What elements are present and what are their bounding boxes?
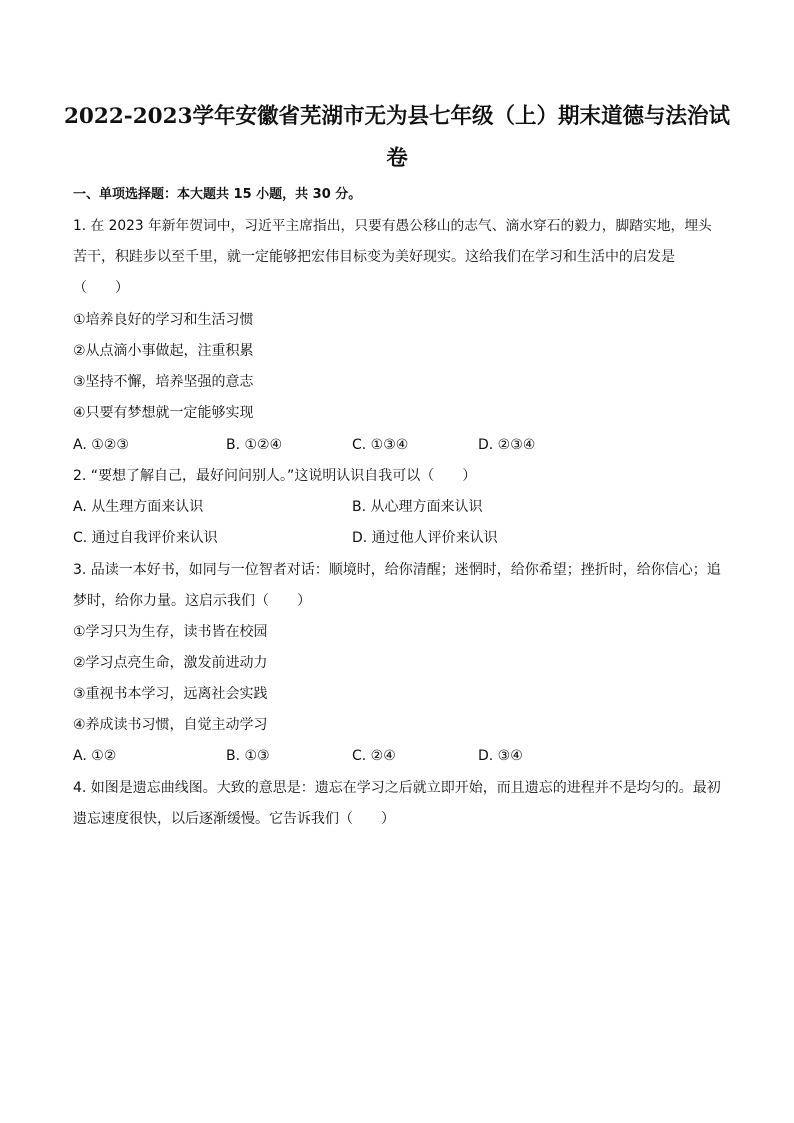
q3-option-a: A. ①② xyxy=(73,748,117,764)
section-heading: 一、单项选择题：本大题共 15 小题，共 30 分。 xyxy=(73,187,362,202)
q1-option-c: C. ①③④ xyxy=(352,437,409,453)
q3-statement-3: ③重视书本学习，远离社会实践 xyxy=(73,686,268,702)
q2-option-a: A. 从生理方面来认识 xyxy=(73,499,204,515)
q1-option-a: A. ①②③ xyxy=(73,437,129,453)
q1-stem-line-2: 苦干，积跬步以至千里，就一定能够把宏伟目标变为美好现实。这给我们在学习和生活中的启发是 xyxy=(73,249,675,265)
q1-statement-1: ①培养良好的学习和生活习惯 xyxy=(73,312,254,328)
q3-option-b: B. ①③ xyxy=(226,748,270,764)
q2-option-b: B. 从心理方面来认识 xyxy=(352,499,483,515)
q3-stem-line-2: 梦时，给你力量。这启示我们（ ） xyxy=(73,593,311,609)
q3-option-d: D. ③④ xyxy=(478,748,523,764)
exam-title-line-2: 卷 xyxy=(386,146,408,171)
q4-stem-line-1: 4. 如图是遗忘曲线图。大致的意思是：遗忘在学习之后就立即开始，而且遗忘的进程并不是均匀的。最初 xyxy=(73,780,721,796)
q1-statement-3: ③坚持不懈，培养坚强的意志 xyxy=(73,374,254,390)
q1-stem-line-3: （ ） xyxy=(73,280,129,296)
q1-option-d: D. ②③④ xyxy=(478,437,536,453)
q3-option-c: C. ②④ xyxy=(352,748,396,764)
q2-option-d: D. 通过他人评价来认识 xyxy=(352,530,498,546)
q1-option-b: B. ①②④ xyxy=(226,437,283,453)
q4-stem-line-2: 遗忘速度很快，以后逐渐缓慢。它告诉我们（ ） xyxy=(73,811,395,827)
q1-statement-4: ④只要有梦想就一定能够实现 xyxy=(73,405,254,421)
q2-stem: 2. “要想了解自己，最好问问别人。”这说明认识自我可以（ ） xyxy=(73,468,477,484)
q3-statement-2: ②学习点亮生命，激发前进动力 xyxy=(73,655,268,671)
q3-stem-line-1: 3. 品读一本好书，如同与一位智者对话：顺境时，给你清醒；迷惘时，给你希望；挫折时，给你信心；追 xyxy=(73,562,721,578)
q2-option-c: C. 通过自我评价来认识 xyxy=(73,530,218,546)
q3-statement-4: ④养成读书习惯，自觉主动学习 xyxy=(73,717,268,733)
exam-title-line-1: 2022-2023学年安徽省芜湖市无为县七年级（上）期末道德与法治试 xyxy=(63,104,731,129)
q3-statement-1: ①学习只为生存，读书皆在校园 xyxy=(73,624,268,640)
q1-statement-2: ②从点滴小事做起，注重积累 xyxy=(73,343,254,359)
q1-stem-line-1: 1. 在 2023 年新年贺词中，习近平主席指出，只要有愚公移山的志气、滴水穿石的毅力，脚踏实地，埋头 xyxy=(73,218,712,234)
